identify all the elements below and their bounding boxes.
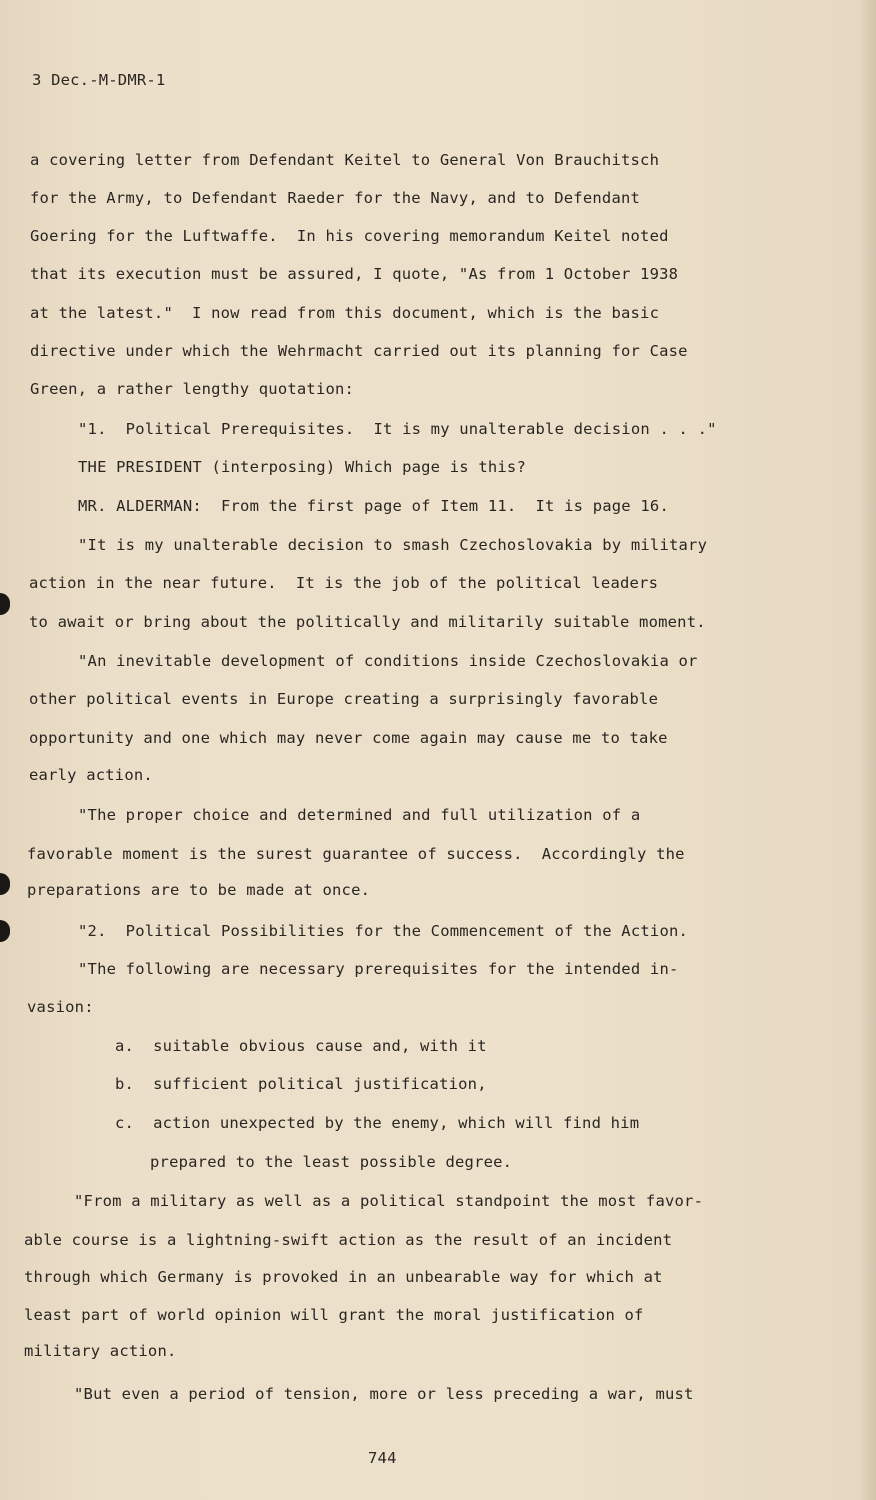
text-line: "It is my unalterable decision to smash Czechoslovakia by military [78, 536, 708, 554]
text-line: at the latest." I now read from this document, which is the basic [30, 304, 660, 322]
text-line: Goering for the Luftwaffe. In his covering memorandum Keitel noted [30, 227, 669, 245]
text-line: opportunity and one which may never come again may cause me to take [29, 729, 668, 747]
text-line: "From a military as well as a political standpoint the most favor- [74, 1192, 704, 1210]
document-reference: 3 Dec.-M-DMR-1 [32, 71, 166, 89]
text-line: "1. Political Prerequisites. It is my unalterable decision . . ." [78, 420, 717, 438]
text-line: Green, a rather lengthy quotation: [30, 380, 355, 398]
text-line: a covering letter from Defendant Keitel to General Von Brauchitsch [30, 151, 660, 169]
punch-hole-mark [0, 920, 10, 942]
text-line: through which Germany is provoked in an unbearable way for which at [24, 1268, 663, 1286]
page-edge-shadow [858, 0, 876, 1500]
text-line: least part of world opinion will grant the moral justification of [24, 1306, 644, 1324]
text-line: for the Army, to Defendant Raeder for the Navy, and to Defendant [30, 189, 641, 207]
page-number: 744 [368, 1449, 397, 1467]
text-line: MR. ALDERMAN: From the first page of Item 11. It is page 16. [78, 497, 669, 515]
text-line: to await or bring about the politically and militarily suitable moment. [29, 613, 706, 631]
text-line: THE PRESIDENT (interposing) Which page is this? [78, 458, 526, 476]
text-line: directive under which the Wehrmacht carried out its planning for Case [30, 342, 688, 360]
text-line: that its execution must be assured, I quote, "As from 1 October 1938 [30, 265, 679, 283]
text-line: military action. [24, 1342, 177, 1360]
text-line: preparations are to be made at once. [27, 881, 371, 899]
text-line: "An inevitable development of conditions inside Czechoslovakia or [78, 652, 698, 670]
text-line: able course is a lightning-swift action as the result of an incident [24, 1231, 673, 1249]
text-line: a. suitable obvious cause and, with it [115, 1037, 487, 1055]
text-line: "The proper choice and determined and full utilization of a [78, 806, 641, 824]
text-line: c. action unexpected by the enemy, which will find him [115, 1114, 640, 1132]
text-line: "But even a period of tension, more or less preceding a war, must [74, 1385, 694, 1403]
text-line: favorable moment is the surest guarantee of success. Accordingly the [27, 845, 685, 863]
punch-hole-mark [0, 593, 10, 615]
text-line: early action. [29, 766, 153, 784]
text-line: other political events in Europe creating a surprisingly favorable [29, 690, 659, 708]
text-line: "2. Political Possibilities for the Commencement of the Action. [78, 922, 689, 940]
text-line: action in the near future. It is the job of the political leaders [29, 574, 659, 592]
text-line: prepared to the least possible degree. [150, 1153, 513, 1171]
text-line: b. sufficient political justification, [115, 1075, 487, 1093]
punch-hole-mark [0, 873, 10, 895]
text-line: vasion: [27, 998, 94, 1016]
text-line: "The following are necessary prerequisites for the intended in- [78, 960, 679, 978]
